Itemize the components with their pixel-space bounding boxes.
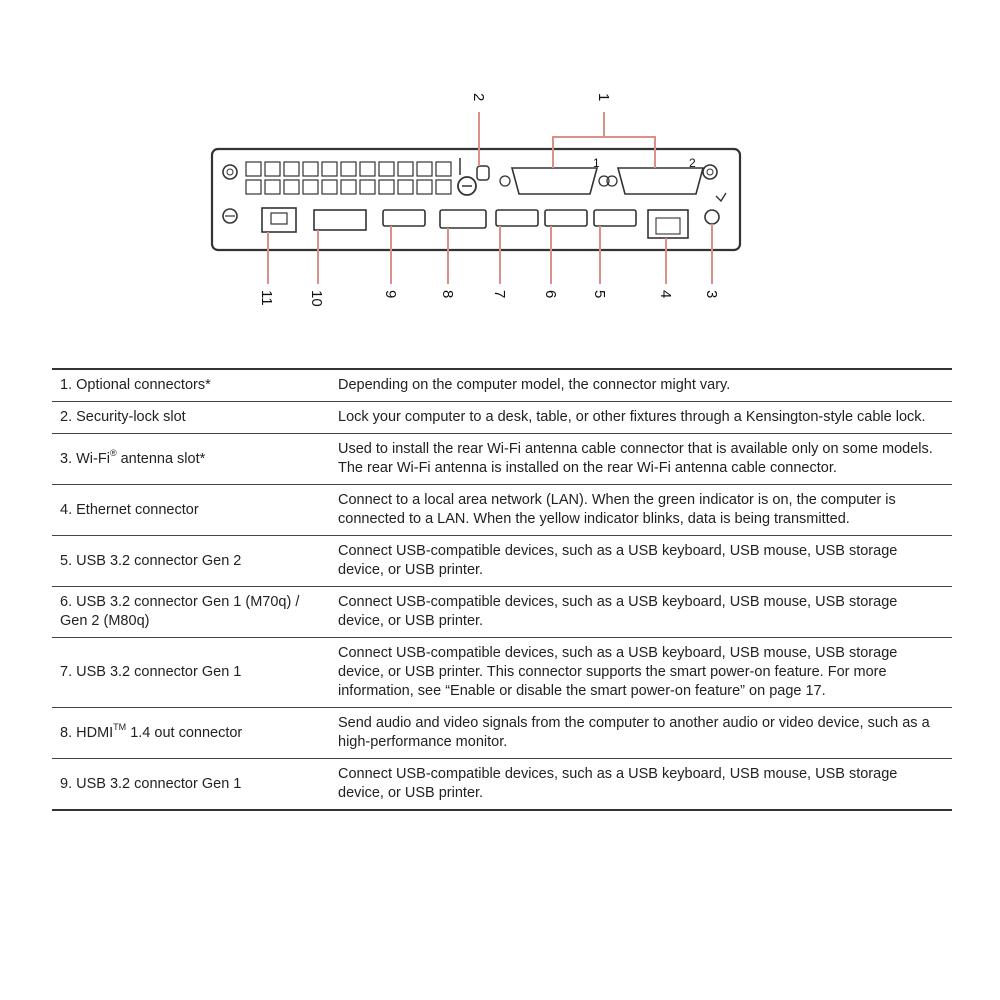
connector-description: Connect USB-compatible devices, such as a USB keyboard, USB mouse, USB storage device, or USB printer. [338, 766, 898, 801]
connector-description: Lock your computer to a desk, table, or other fixtures through a Kensington-style cable lock. [338, 409, 926, 425]
trademark-mark: TM [113, 721, 127, 732]
connector-name-suffix: antenna slot* [116, 450, 206, 467]
table-row [52, 369, 952, 402]
table-row [52, 708, 952, 759]
rear-panel-diagram [0, 0, 1000, 340]
callout-1: 1 [595, 93, 612, 102]
connector-name [52, 434, 328, 485]
connector-description: Connect to a local area network (LAN). When the green indicator is on, the computer is connected to a LAN. When the yellow indicator blinks, data is being transmitted. [338, 492, 896, 527]
connector-description: Send audio and video signals from the computer to another audio or video device, such as a high-performance monitor. [338, 715, 930, 750]
connector-name: 7. USB 3.2 connector Gen 1 [60, 664, 242, 680]
callout-7: 7 [491, 290, 508, 299]
registered-mark: ® [109, 447, 117, 458]
rear-panel-svg [0, 0, 1000, 340]
connector-description: Connect USB-compatible devices, such as a USB keyboard, USB mouse, USB storage device, or USB printer. This connector supports the smart power-on feature. For more information, see “Enable or disable the smart power-on feature” on page 17. [338, 645, 898, 699]
connector-name: 4. Ethernet connector [60, 501, 199, 518]
table-row [52, 759, 952, 811]
table-row [52, 536, 952, 587]
connector-description: Used to install the rear Wi-Fi antenna cable connector that is available only on some models. The rear Wi-Fi antenna is installed on the rear Wi-Fi antenna cable connector. [338, 441, 933, 476]
slot-label-1: 1 [593, 156, 600, 170]
connector-table [52, 368, 952, 811]
connector-name: 5. USB 3.2 connector Gen 2 [60, 552, 242, 569]
connector-name: 6. USB 3.2 connector Gen 1 (M70q) / Gen 2 (M80q) [60, 594, 300, 629]
callout-10: 10 [308, 290, 325, 307]
callout-8: 8 [439, 290, 456, 299]
connector-description: Connect USB-compatible devices, such as a USB keyboard, USB mouse, USB storage device, or USB printer. [338, 543, 898, 578]
callout-2: 2 [470, 93, 487, 102]
callout-5: 5 [591, 290, 608, 299]
slot-label-2: 2 [689, 156, 696, 170]
chassis-outline [212, 149, 740, 250]
callout-3: 3 [703, 290, 720, 299]
callout-4: 4 [657, 290, 674, 299]
connector-description: Depending on the computer model, the connector might vary. [338, 377, 731, 393]
callout-11: 11 [258, 290, 275, 306]
connector-name-suffix: 1.4 out connector [126, 724, 243, 741]
connector-name: 1. Optional connectors* [60, 377, 211, 393]
table-row [52, 587, 952, 638]
callout-9: 9 [382, 290, 399, 299]
connector-name [52, 708, 328, 759]
table-row [52, 485, 952, 536]
table-row [52, 434, 952, 485]
connector-name: 2. Security-lock slot [60, 409, 186, 425]
callout-6: 6 [542, 290, 559, 299]
connector-name-prefix: 8. HDMI [60, 724, 114, 741]
table-row [52, 638, 952, 708]
connector-name: 9. USB 3.2 connector Gen 1 [60, 775, 242, 792]
connector-description: Connect USB-compatible devices, such as a USB keyboard, USB mouse, USB storage device, or USB printer. [338, 594, 898, 629]
table-row [52, 402, 952, 434]
connector-name-prefix: 3. Wi-Fi [60, 450, 110, 467]
